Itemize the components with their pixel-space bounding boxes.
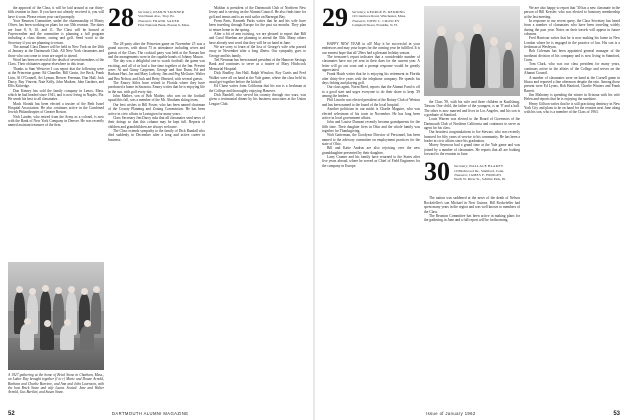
paragraph: The Class extends sympathy to the family of Dick Randall who died suddenly in December after a long and active career in business. [108,128,205,142]
officer-address: North W. River St., Schiller Park, Ill. [454,177,506,182]
paragraph: The annual Class Dinner will be held in New York on the 26th of January at the Dartmouth Club. All New York classmates and those who can come to town are urged to attend. [8,45,104,58]
page-footer: Issue of January 1962 [426,411,476,416]
paragraph: We are sorry to learn of the loss of George's wife who passed away in November after a long illness. Our sympathy goes to George and his family. [209,45,306,58]
paragraph: The 28 party after the Princeton game on November 25 was a grand success, with about 75 in attendance including wives and guests of the Class. The cocktail party was held at the Nassau Inn and the arrangements were in the capable hands of Johnny Mason. [108,42,205,60]
officer-address: 10 Birchwood Dr., Stamford, Conn. [454,168,505,173]
paragraph: HAPPY NEW YEAR to all! May it be successful in your endeavors and may your hopes for the coming year be fulfilled. It is our earnest hope that all '29ers had a pleasant holiday season. [322,42,420,55]
class-officers [454,164,506,181]
officer-role: Treasurer, [352,18,367,23]
paragraph: Larry Cramer and his family have returned to the States after five years abroad, where he served as Chief of Field Engineers for the company in Europe. [322,154,420,168]
paragraph: Fred Harrison writes that he is now making his home in New London where he is engaged in the practice of law. His son is a freshman at Wesleyan. [524,36,620,50]
paragraph: Henry Gillson writes that he is still practicing dentistry in New York City and plans to be on hand for the reunion next June along with his son, who is a member of the Class of 1963. [524,101,620,115]
officer-name: FRANK SAUER [152,18,180,23]
class-header-30 [424,157,520,194]
paragraph: We are also happy to report that '30 has a new classmate in the person of Bill Kessler, who was elected to honorary membership at the last meeting. [524,6,620,19]
paragraph: Thanks to Sam Westover I can report that the following were at the Princeton game: Ed Chandler, Bill Gavin, Joe Beck, Frank Linn, Al O'Connell, Art Lyman, Brewer Freeman, Dan Hall, Jack Darcy, Ray Vincent, Nate Kelly, John Madsen, John Gardner, and Ellis Kittredge. [8,66,104,89]
paragraph: A number of classmates were on hand at the Cornell game in Ithaca and reported a fine afternoon despite the rain. Among those present were Ed Lyons, Bob Hanford, Charlie Winters and Frank Barrett. [524,75,620,93]
class-number: 29 [322,6,348,32]
paragraph: In response to our recent query, the Class Secretary has heard from a number of classmates who have been traveling widely during the past year. Notes on their travels will appear in future columns. [524,19,620,37]
officer-name: JOHN C. CROSLEY [366,18,400,23]
left-column-3 [209,6,306,396]
paragraph: Another politician in our midst is Charlie Maguire, who was elected selectman of his town in November. He has long been active in local government affairs. [322,107,420,120]
paragraph: Louis Warren was elected to the Board of Governors of the Dartmouth Club of Northern California and continues to serve as agent for his class. [424,117,520,131]
officer-role: Treasurer, [454,173,469,178]
right-column-2 [424,100,520,398]
officer-role: Treasurer, [138,18,153,23]
paragraph: the approval of the Class, it will be laid around at our thirty-fifth reunion in June. If you have not already received it, you will have it soon. Please return your card promptly. [8,6,104,19]
officer-name: GEORGE B. REDDING [366,10,406,14]
officer-name: JAMES F. HODGES [468,173,502,178]
class-officers [138,10,190,27]
officer-role: Secretary, [138,10,152,14]
paragraph: Our heartiest congratulations to Joe Stewart, who was recently honored for fifty years of service to his community. He has been a leader in civic affairs since his graduation. [424,130,520,144]
paragraph: Walt Gatterman, the Goodyear Director of Personnel, has been named to the advisory committee on employment practices for the state of Ohio. [322,133,420,146]
officer-role: Secretary, [454,164,468,169]
paragraph: The treasurer's report indicates that a considerable number of classmates have not yet sent in their dues for the current year. A letter will go out soon and a prompt response would be greatly appreciated. [322,55,420,73]
paragraph: Ed Chase writes from California that his son is a freshman at the College and thoroughly enjoying Hanover. [209,84,306,93]
page-number: 52 [8,411,15,417]
paragraph: John Mather, son of Bob Mather, who was on the football squad this fall, was a member of the Mt. Abraham skiing team. [108,94,205,103]
paragraph: The Emory Stiles have retired to Florida where they have purchased a home in Sarasota. Emory writes that he is enjoying life in the sun, with golf every day. [108,81,205,94]
paragraph: John and Louise Dumont recently became grandparents for the fifth time. Their daughter lives in Ohio and the whole family was together for Thanksgiving. [322,120,420,133]
paragraph: Our best wishes to Bill Foster, who has been named chairman of the County Planning and Zoning Commission. He has been active in civic affairs in Lexington for many years. [108,102,205,116]
paragraph: Mahlon is president of the Dartmouth Club of Northern New Jersey and is serving on the Alumni Council. He also finds time for golf and tennis and is an avid sailor on Barnegat Bay. [209,6,306,19]
officer-name: WALLACE BLAKEY [468,164,504,169]
paragraph: Frank Hatch writes that he is enjoying his retirement in Florida after thirty-five years with the telephone company. He spends his days fishing and playing golf. [322,72,420,86]
paragraph: Bill and Katie Andrus are also rejoicing over the new granddaughter presented by their daughter. [322,146,420,155]
paragraph: Nick Lauder, who retired from the Army as a colonel, is now with the Bank of New York Company in Denver. He was recently named assistant treasurer of the firm. [8,114,104,128]
page-footer: DARTMOUTH ALUMNI MAGAZINE [112,411,189,416]
officer-address: First National Bank, Boston 6, Mass. [138,22,190,27]
paragraph: From Paris, Kenneth Parks writes that he and his wife have been traveling through Europe for the past six months. They plan to return home in the spring. [209,19,306,32]
paragraph: Class Secretary Jim Darcy asks that all classmates send news of their doings so that this column may be kept full. Reports of children and grandchildren are always welcome. [108,115,205,129]
paragraph: Tom Clark, who was our class president for many years, continues active in the affairs of the College and serves on the Alumni Council. [524,62,620,76]
paragraph: The Reunion Committee has been active in making plans for the gathering in June and a full report will be forthcoming. [424,213,520,223]
paragraph: Phil Lincoln was elected president of the Rotary Club of Weston and has been named to the board of the local hospital. [322,98,420,107]
right-column-1 [322,6,420,398]
paragraph: The nation was saddened at the news of the death of Nelson Rockefeller's son Michael in New Guinea. Bill Rockefeller had spent many years in the region and was well known to members of the Class. [424,196,520,214]
page-number: 53 [613,411,620,417]
left-column-1 [8,6,104,258]
paragraph: Word has been received of the death of several members of the Class. Their obituaries appear elsewhere in this issue. [8,58,104,67]
family-photo [424,6,520,96]
officer-address: Van Dusen Ave., Troy, Pa. [138,14,175,19]
left-page [0,0,312,420]
left-column-2 [108,6,205,396]
paragraph: Our class agent, Norm Reed, reports that the Alumni Fund is off to a good start and urges everyone to do their share to keep '29 among the leaders. [322,85,420,99]
class-header-29 [322,6,420,40]
paragraph: Your Reunion Committee, under the chairmanship of Monty Oliver, has been working on plans for our 35th reunion. The dates are June 8, 9, 10, and 11. The Class will be housed at Fayerweather and the committee is planning a full program including a class dinner, outing and golf. Send word to the Secretary if you are planning to return. [8,19,104,45]
officer-role: Secretary, [352,10,366,14]
class-officers [352,10,406,27]
paragraph: Jim Mahoney is spending the winter in Arizona with his wife Helen and reports that he is enjoying the sunshine. [524,92,620,102]
paragraph: Ted Newman has been named president of the Hanover Savings Bank and continues to serve as a trustee of Mary Hitchcock Memorial Hospital. [209,58,306,71]
paragraph: Mack Slotnik has been elected a trustee of the Beth Israel Hospital Association. He also continues active in the Combined Jewish Philanthropies of Greater Boston. [8,101,104,115]
right-column-3 [524,6,620,398]
officer-address: Campbell Street, Franklin, N. H. [352,22,398,27]
paragraph: Don Kinney has sold the family company in Lenox, Mass. which he had headed since 1941, and is now living in Naples, Fla. He sends his best to all classmates. [8,88,104,102]
paragraph: Dick Bradley, Jim Hall, Ralph Winslow, Roy Curtis and Fred Walker were all on hand at the Yale game, where the class held its usual get-together before the kickoff. [209,71,306,84]
paragraph: Bob Coleman has been appointed general manager of the northeast division of his company and is now living in Stamford, Conn. [524,49,620,63]
paragraph: Morey Seymour had a grand time at the Yale game and was joined by a number of classmates. He reports that all are looking forward to the reunion in June. [424,143,520,157]
class-number: 28 [108,6,134,32]
officer-name: OSMUN SKINNER [152,10,185,14]
page-gutter [313,0,315,420]
group-photo [8,262,104,370]
paragraph: the Class '39, with his wife and three children in Kasilsburg, Taiwan. One child, the father of the youngest, is an '8' and a half. The other is now married and lives in Los Angeles, and his son is a graduate of Stanford. [424,100,520,118]
class-header-28 [108,6,205,40]
class-number: 30 [424,157,450,187]
photo-caption: A 1927 gathering at the home of Brick Stone in Chatham, Mass., on Labor Day brought together (l to r) Marie and Doane Arnold, Barbara and Charlie Barriere, and Ann and John Lavenson, with the host Brick Stone and wife Laura. Seated: Jane and Walter Arnold, Gus Bartlett, and Susan Stone. [8,373,104,395]
officer-address: 19 Cranmore Road, Winchester, Mass. [352,14,406,19]
paragraph: The day was a delightful one to watch football; the game was exciting, and all of us had a fine time together at the Inn. Present were: Al and Ginny Carpenter, George and Ann Dunn, Ed and Barbara Hart, Joe and Mary Lafferty, Jim and Peg McGuire, Walter and Bea Nelson, and Jack and Betty Olmsted, with several guests. [108,59,205,81]
paragraph: Dick Randell, who served his country through two wars, was given a testimonial dinner by his business associates at the Union League Club. [209,92,306,106]
right-page [316,0,628,420]
paragraph: After a bit of arm twisting, we are pleased to report that Bill and Carol Sheehan are planning to attend the 35th. Many others have already sent word that they will be on hand in June. [209,32,306,45]
